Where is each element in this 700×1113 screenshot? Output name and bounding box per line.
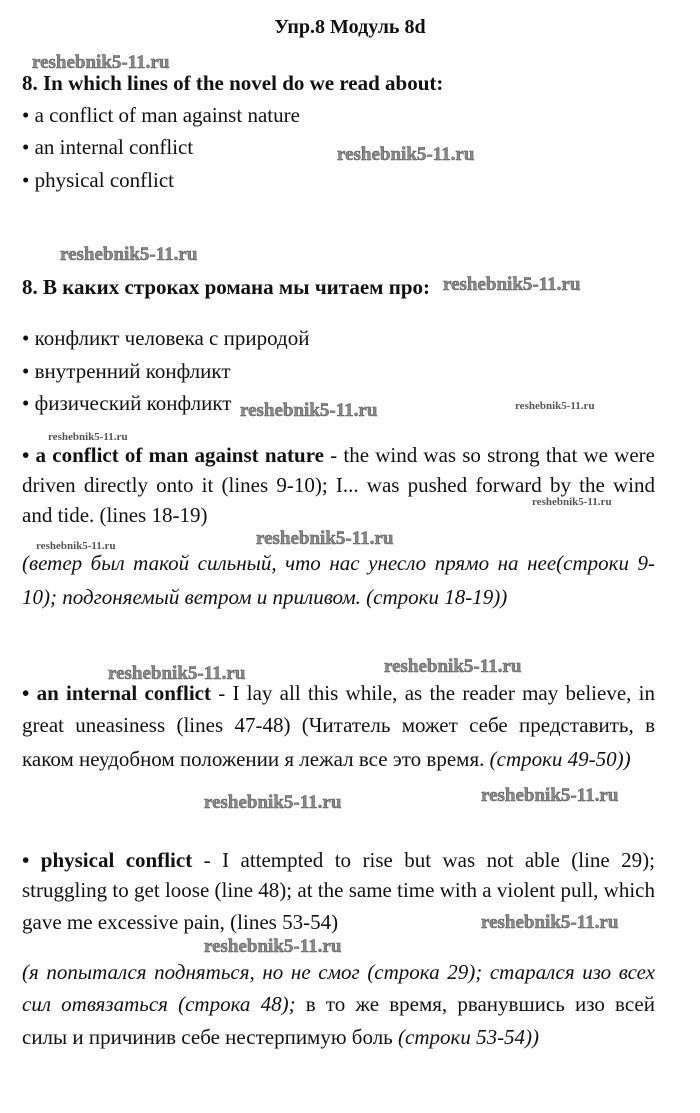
watermark: reshebnik5-11.ru bbox=[481, 912, 619, 933]
answer-translation: сил отвязаться (строка 48); bbox=[22, 992, 296, 1016]
answer-lines: (строки 53-54)) bbox=[392, 1025, 540, 1049]
watermark: reshebnik5-11.ru bbox=[36, 540, 116, 552]
answer-term: • an internal conflict bbox=[22, 681, 211, 705]
answer-text: struggling to get loose (line 48); at the same time with a violent pull, which bbox=[22, 878, 655, 902]
watermark: reshebnik5-11.ru bbox=[443, 274, 581, 295]
task-item: • внутренний конфликт bbox=[22, 359, 231, 383]
answer-text: and tide. (lines 18-19) bbox=[22, 503, 208, 527]
answer-translation: (я попытался подняться, но не смог (строка 29); старался изо всех bbox=[22, 960, 655, 984]
watermark: reshebnik5-11.ru bbox=[337, 144, 475, 165]
answer-text: - I lay all this while, as the reader may believe, in bbox=[210, 681, 655, 705]
task-item: • конфликт человека с природой bbox=[22, 326, 310, 350]
answer-nature-line bbox=[22, 442, 655, 468]
watermark: reshebnik5-11.ru bbox=[481, 785, 619, 806]
answer-translation: (ветер был такой сильный, что нас унесло прямо на нее(строки 9- bbox=[22, 551, 655, 575]
answer-translation: силы и причинив себе нестерпимую боль bbox=[22, 1025, 393, 1049]
task-heading-en: 8. In which lines of the novel do we read about: bbox=[22, 71, 444, 95]
answer-translation: 10); подгоняемый ветром и приливом. (строки 18-19)) bbox=[22, 585, 508, 609]
watermark: reshebnik5-11.ru bbox=[240, 400, 378, 421]
answer-translation: в то же время, рванувшись изо всей bbox=[295, 992, 655, 1016]
answer-text-line bbox=[22, 746, 655, 772]
answer-text: - the wind was so strong that we were bbox=[323, 443, 655, 467]
answer-term: • physical conflict bbox=[22, 848, 193, 872]
answer-text: great uneasiness (lines 47-48) (Читатель может себе представить, в bbox=[22, 713, 655, 737]
watermark: reshebnik5-11.ru bbox=[108, 663, 246, 684]
task-item: • a conflict of man against nature bbox=[22, 103, 300, 127]
watermark: reshebnik5-11.ru bbox=[532, 496, 612, 508]
answer-translation-line bbox=[22, 991, 655, 1017]
answer-text: gave me excessive pain, (lines 53-54) bbox=[22, 910, 339, 934]
watermark: reshebnik5-11.ru bbox=[60, 244, 198, 265]
watermark: reshebnik5-11.ru bbox=[48, 431, 128, 443]
watermark: reshebnik5-11.ru bbox=[32, 52, 170, 73]
page-title: Упр.8 Модуль 8d bbox=[274, 16, 426, 38]
answer-text: - I attempted to rise but was not able (line 29); bbox=[192, 848, 655, 872]
watermark: reshebnik5-11.ru bbox=[256, 528, 394, 549]
answer-text: каком неудобном положении я лежал все это время. bbox=[22, 747, 485, 771]
task-item: • physical conflict bbox=[22, 168, 174, 192]
watermark: reshebnik5-11.ru bbox=[384, 656, 522, 677]
answer-term: • a conflict of man against nature bbox=[22, 443, 324, 467]
watermark: reshebnik5-11.ru bbox=[204, 936, 342, 957]
answer-internal-line bbox=[22, 680, 655, 706]
answer-translation-line bbox=[22, 1024, 655, 1050]
task-heading-ru: 8. В каких строках романа мы читаем про: bbox=[22, 275, 430, 299]
answer-physical-line bbox=[22, 847, 655, 873]
task-item: • an internal conflict bbox=[22, 135, 194, 159]
answer-lines: (строки 49-50)) bbox=[484, 747, 631, 771]
answer-text: driven directly onto it (lines 9-10); I... was pushed forward by the wind bbox=[22, 473, 655, 497]
watermark: reshebnik5-11.ru bbox=[204, 792, 342, 813]
watermark: reshebnik5-11.ru bbox=[515, 400, 595, 412]
task-item: • физический конфликт bbox=[22, 391, 232, 415]
